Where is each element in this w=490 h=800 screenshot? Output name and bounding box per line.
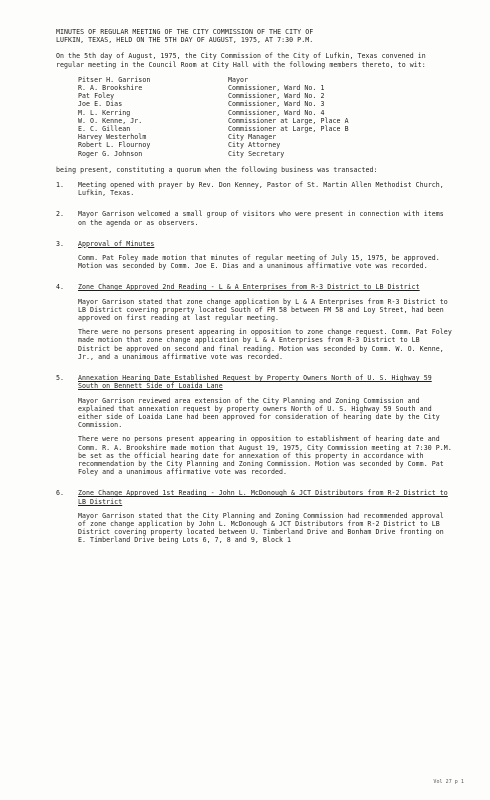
roster-name: Harvey Westerholm bbox=[78, 133, 147, 142]
item-number: 6. bbox=[56, 489, 65, 498]
item-paragraph: Mayor Garrison reviewed area extension of the City Planning and Zoning Commission and explained that annexation request by property owners North of U. S. Highway 59 South and either side of Loaida Lane had been approved for consideration of hearing date by the City Commission. bbox=[78, 396, 440, 430]
roster-name: Joe E. Dias bbox=[78, 100, 123, 109]
item-heading: Annexation Hearing Date Established Request by Property Owners North of U. S. Highway 59 South on Bennett Side of Loaida Lane bbox=[78, 374, 432, 391]
roster-role: Commissioner at Large, Place A bbox=[228, 116, 349, 125]
roster-role: City Attorney bbox=[228, 141, 281, 150]
roster-role: Commissioner, Ward No. 4 bbox=[228, 108, 325, 117]
agenda-item-6 bbox=[56, 489, 454, 550]
roster-name: Pitser H. Garrison bbox=[78, 75, 151, 84]
title-line-1: MINUTES OF REGULAR MEETING OF THE CITY COMMISSION OF THE CITY OF bbox=[56, 28, 314, 36]
roster-role: Commissioner, Ward No. 3 bbox=[228, 100, 325, 109]
roster-name: Robert L. Flournoy bbox=[78, 141, 151, 150]
roster-name: M. L. Kerring bbox=[78, 108, 131, 117]
agenda-item-4 bbox=[56, 283, 454, 367]
roster-name: Pat Foley bbox=[78, 92, 115, 101]
item-paragraph: Mayor Garrison welcomed a small group of visitors who were present in connection with items on the agenda or as observers. bbox=[78, 210, 444, 227]
roster-name: Roger G. Johnson bbox=[78, 149, 143, 158]
item-paragraph: Comm. Pat Foley made motion that minutes of regular meeting of July 15, 1975, be approved. Motion was seconded by Comm. Joe E. Dias and a unanimous affirmative vote was recorded. bbox=[78, 254, 440, 271]
minutes-title bbox=[56, 28, 454, 44]
roster-role: Mayor bbox=[228, 75, 249, 84]
item-number: 3. bbox=[56, 239, 65, 248]
roster-role: Commissioner, Ward No. 1 bbox=[228, 84, 325, 93]
roster-role: City Secretary bbox=[228, 149, 285, 158]
item-number: 5. bbox=[56, 374, 65, 383]
roster-name: E. C. Gillean bbox=[78, 125, 131, 134]
item-number: 1. bbox=[56, 181, 65, 190]
item-paragraph: There were no persons present appearing in opposition to establishment of hearing date and Comm. R. A. Brookshire made motion that August 19, 1975, City Commission meeting at 7:30 P.M. be set as the official hearing date for annexation of this property in accordance with recommendation by the City Planning and Zoning Commission. Motion was seconded by Comm. Pat Foley and a unanimous affirmative vote was recorded. bbox=[78, 435, 452, 477]
roster-name: R. A. Brookshire bbox=[78, 84, 143, 93]
attendance-roster bbox=[56, 76, 454, 158]
item-number: 4. bbox=[56, 283, 65, 292]
page-reference: Vol 27 p 1 bbox=[433, 779, 464, 785]
item-paragraph: There were no persons present appearing in opposition to zone change request. Comm. Pat Foley made motion that zone change application by L & A Enterprises from R-3 District to LB District be approved on second and final reading. Motion was seconded by Comm. W. O. Kenne, Jr., and a unanimous affirmative vote was recorded. bbox=[78, 328, 452, 361]
agenda-item-5 bbox=[56, 374, 454, 482]
agenda-item-3 bbox=[56, 240, 454, 277]
intro-paragraph: On the 5th day of August, 1975, the City Commission of the City of Lufkin, Texas convened in regular meeting in the Council Room at City Hall with the following members thereto, to wit: bbox=[56, 52, 426, 69]
roster-role: Commissioner at Large, Place B bbox=[228, 125, 349, 134]
item-paragraph: Meeting opened with prayer by Rev. Don Kenney, Pastor of St. Martin Allen Methodist Church, Lufkin, Texas. bbox=[78, 181, 444, 198]
agenda-item-1 bbox=[56, 181, 454, 203]
item-paragraph: Mayor Garrison stated that zone change application by L & A Enterprises from R-3 District to LB District covering property located South of FM 58 between FM 58 and Loy Street, had been approved on first reading at last regular meeting. bbox=[78, 297, 448, 323]
item-number: 2. bbox=[56, 210, 65, 219]
agenda-item-2 bbox=[56, 210, 454, 232]
roster-role: Commissioner, Ward No. 2 bbox=[228, 92, 325, 101]
item-paragraph: Mayor Garrison stated that the City Planning and Zoning Commission had recommended approval of zone change application by John L. McDonough & JCT Distributors from R-2 District to LB District covering property located between U. Timberland Drive and Bonham Drive fronting on E. Timberland Drive being Lots 6, 7, 8 and 9, Block 1 bbox=[78, 511, 444, 545]
item-heading: Approval of Minutes bbox=[78, 239, 155, 248]
item-heading: Zone Change Approved 2nd Reading - L & A Enterprises from R-3 District to LB District bbox=[78, 283, 420, 292]
quorum-statement: being present, constituting a quorum when the following business was transacted: bbox=[56, 165, 378, 174]
roster-name: W. O. Kenne, Jr. bbox=[78, 116, 143, 125]
roster-role: City Manager bbox=[228, 133, 277, 142]
title-line-2: LUFKIN, TEXAS, HELD ON THE 5TH DAY OF AUGUST, 1975, AT 7:30 P.M. bbox=[56, 36, 314, 45]
item-heading: Zone Change Approved 1st Reading - John L. McDonough & JCT Distributors from R-2 District to LB District bbox=[78, 489, 448, 506]
